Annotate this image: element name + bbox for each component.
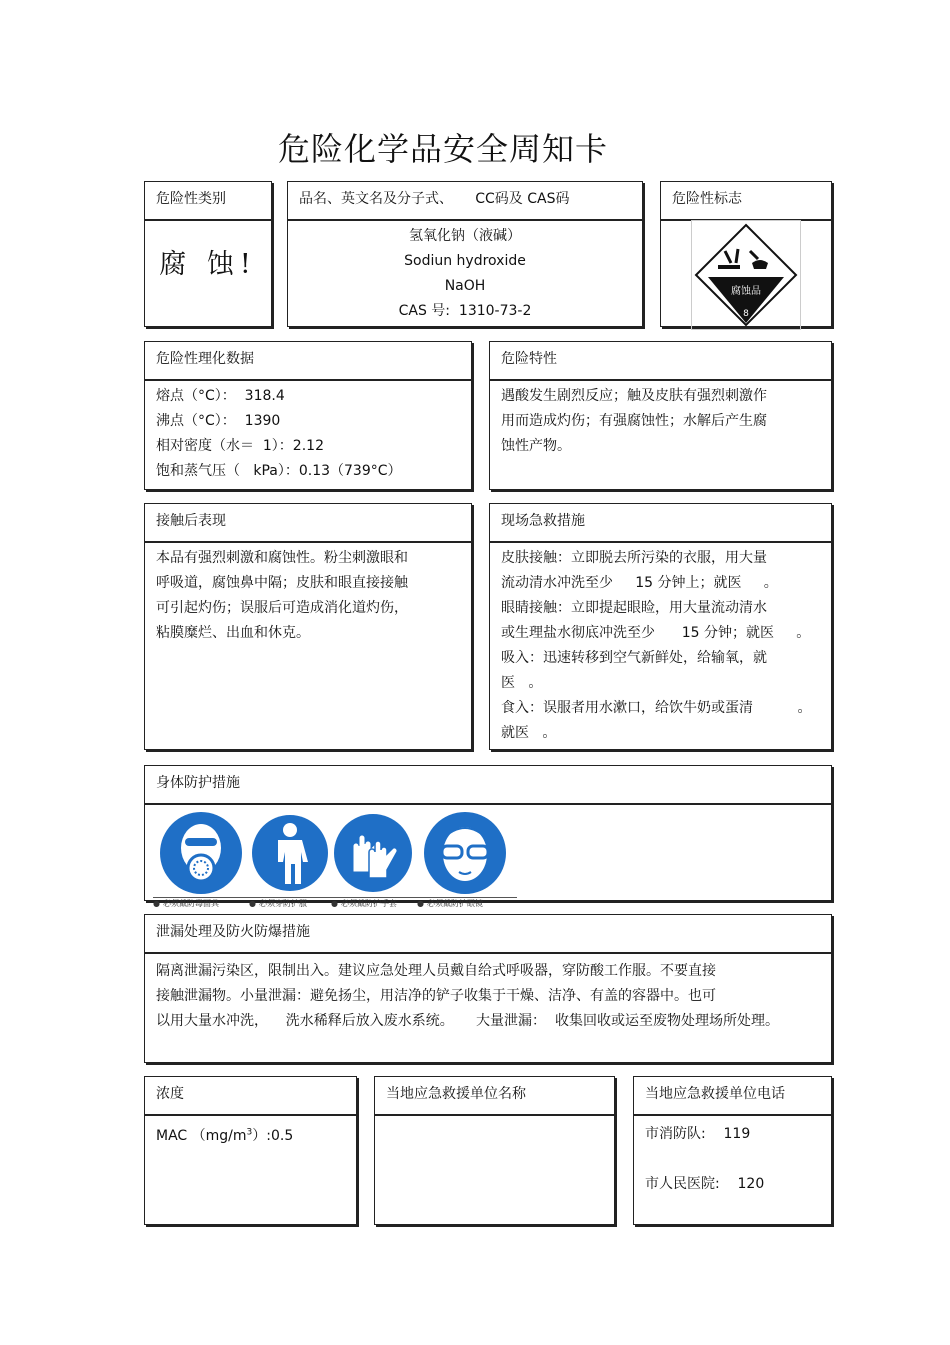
exposure-line: 粘膜糜烂、出血和休克。 [156,625,310,641]
physchem-header: 危险性理化数据 [145,342,471,380]
first-aid-eye: 眼睛接触：立即提起眼睑，用大量流动清水 [501,600,767,616]
hazard-category-value: 腐 蚀! [159,249,257,280]
fire-brigade-phone: 市消防队: 119 [645,1126,751,1142]
first-aid-skin: 流动清水冲洗至少 15 分钟上；就医 。 [501,575,778,591]
concentration-box [144,1076,357,1225]
goggles-icon [419,810,511,896]
hazard-props-line: 遇酸发生剧烈反应；触及皮肤有强烈刺激作 [501,388,767,404]
hazard-sign-box [660,181,832,327]
leak-box [144,914,832,1063]
exposure-line: 本品有强烈刺激和腐蚀性。粉尘刺激眼和 [156,550,408,566]
corrosive-sign [691,220,801,330]
exposure-line: 可引起灼伤；误服后可造成消化道灼伤， [156,600,408,616]
first-aid-skin: 皮肤接触：立即脱去所污染的衣服，用大量 [501,550,767,566]
page-title: 危险化学品安全周知卡 [278,130,609,168]
ppe-suit [251,810,329,906]
protective-suit-icon [251,810,329,896]
rescue-phone-header: 当地应急救援单位电话 [634,1077,831,1115]
leak-line: 接触泄漏物。小量泄漏：避免扬尘，用洁净的铲子收集于干燥、洁净、有盖的容器中。也可 [156,988,716,1004]
corrosive-sign-label: 腐蚀品 [731,286,761,297]
hazard-props-box [489,341,832,490]
hospital-phone: 市人民医院: 120 [645,1176,765,1192]
relative-density: 相对密度（水＝ 1）：2.12 [156,438,324,454]
vapor-pressure: 饱和蒸气压（ kPa）：0.13（739°C） [156,463,402,479]
exposure-header: 接触后表现 [145,504,471,542]
first-aid-inhale: 吸入：迅速转移到空气新鲜处，给输氧，就 [501,650,767,666]
first-aid-header: 现场急救措施 [490,504,831,542]
rescue-phone-box [633,1076,832,1225]
first-aid-eye: 或生理盐水彻底冲洗至少 15 分钟；就医 。 [501,625,811,641]
protection-header: 身体防护措施 [145,766,831,804]
gas-mask-icon [155,810,247,896]
rescue-unit-header: 当地应急救援单位名称 [375,1077,614,1115]
product-name-en: Sodiun hydroxide [404,253,526,269]
leak-line: 以用大量水冲洗， 洗水稀释后放入废水系统。 大量泄漏： 收集回收或运至废物处理场所处理。 [156,1013,779,1029]
product-name-cn: 氢氧化钠（液碱） [409,228,521,244]
ppe-caption: ● 必须穿防护服 [249,897,335,910]
concentration-header: 浓度 [145,1077,356,1115]
first-aid-box [489,503,832,750]
hazard-props-line: 蚀性产物。 [501,438,571,454]
mac-value: MAC $(mg/m^3):0.5$ [156,1127,294,1144]
hazard-props-line: 用而造成灼伤；有强腐蚀性；水解后产生腐 [501,413,767,429]
exposure-box [144,503,472,750]
first-aid-ingest: 就医 。 [501,725,557,741]
corrosive-class-number: 8 [743,309,749,319]
hazard-sign-header: 危险性标志 [661,182,831,220]
rescue-unit-box [374,1076,615,1225]
hazard-category-header: 危险性类别 [145,182,271,220]
ppe-caption: ● 必须戴防护眼镜 [417,897,517,910]
product-box [287,181,643,327]
hazard-props-header: 危险特性 [490,342,831,380]
product-cas: CAS 号: 1310-73-2 [398,303,532,319]
ppe-gloves [333,810,413,906]
melting-point: 熔点（°C）： 318.4 [156,388,285,404]
leak-line: 隔离泄漏污染区，限制出入。建议应急处理人员戴自给式呼吸器，穿防酸工作服。不要直接 [156,963,716,979]
ppe-caption: ● 必须戴防护手套 [331,897,419,910]
boiling-point: 沸点（°C）： 1390 [156,413,281,429]
leak-header: 泄漏处理及防火防爆措施 [145,915,831,953]
product-header: 品名、英文名及分子式、 CC码及 CAS码 [288,182,642,220]
ppe-goggles [419,810,511,906]
corrosive-diamond-icon [692,221,800,329]
physchem-box [144,341,472,490]
gloves-icon [333,810,413,896]
first-aid-ingest: 食入：误服者用水漱口，给饮牛奶或蛋清 。 [501,700,812,716]
exposure-line: 呼吸道，腐蚀鼻中隔；皮肤和眼直接接触 [156,575,408,591]
protection-box [144,765,832,908]
product-formula: NaOH [444,278,486,294]
first-aid-inhale: 医 。 [501,675,543,691]
ppe-gas-mask [155,810,247,906]
ppe-caption: ● 必须戴防毒面具 [153,897,253,910]
hazard-category-box [144,181,272,327]
